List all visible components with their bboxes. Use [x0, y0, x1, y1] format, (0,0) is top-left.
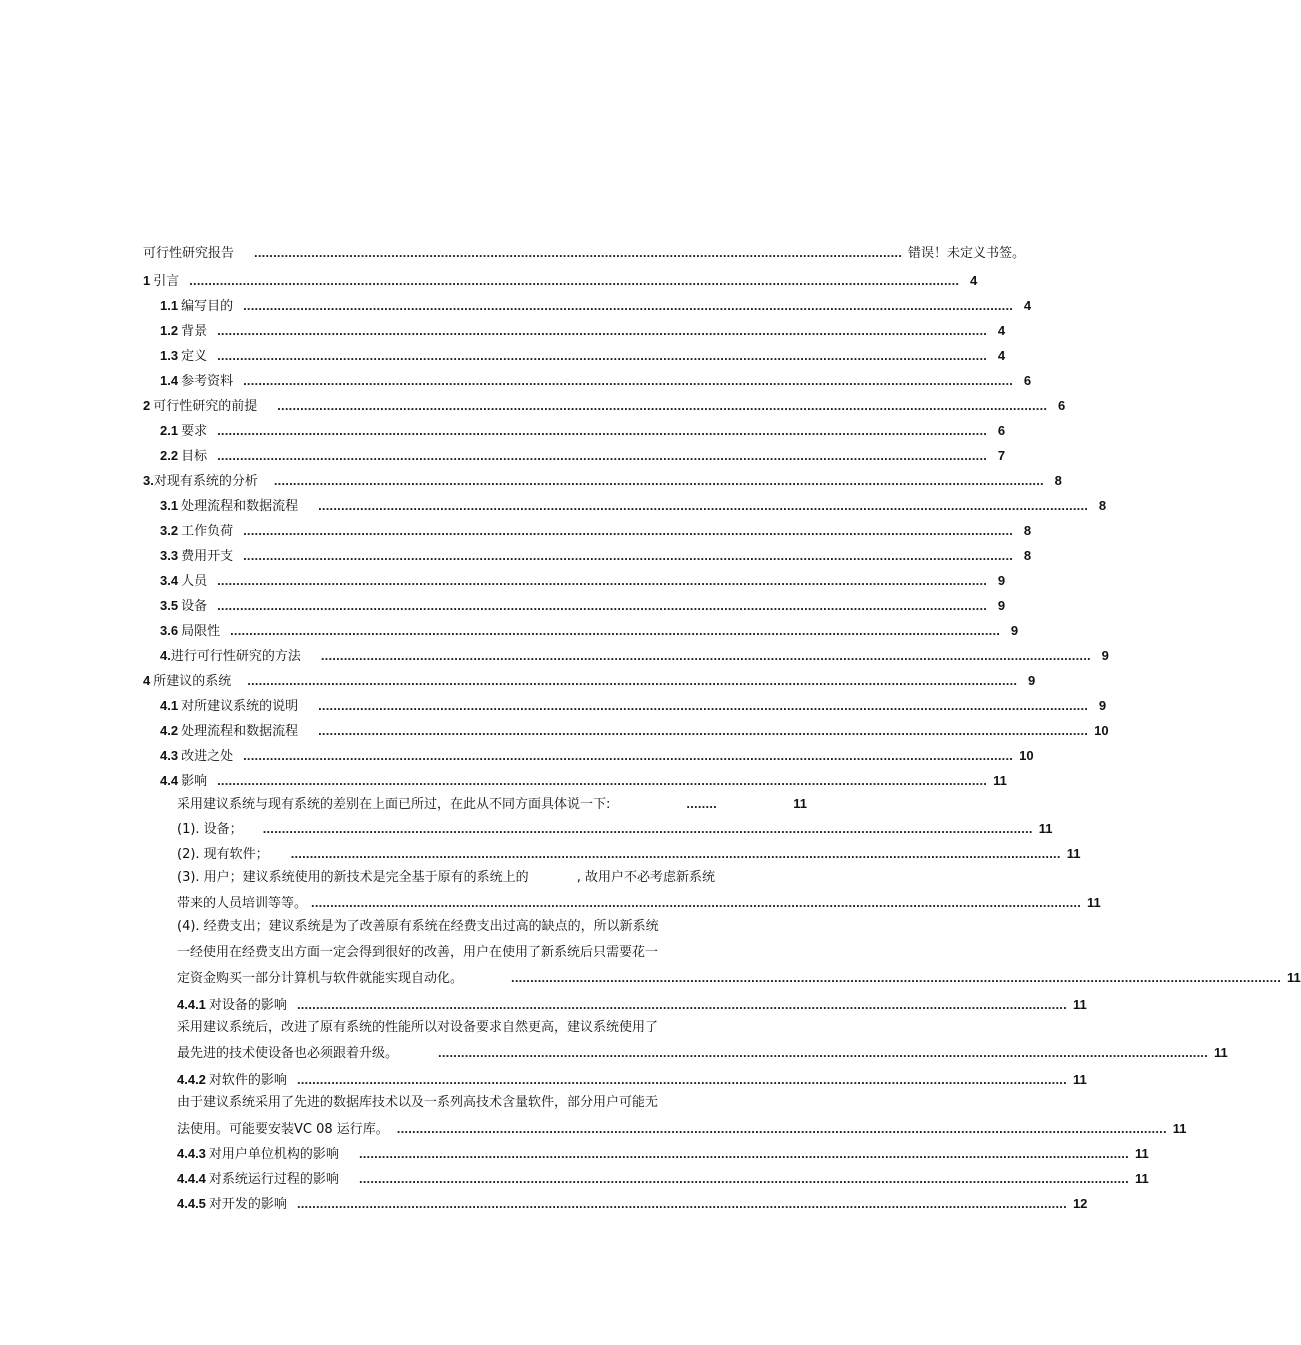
- toc-entry-text: 背景: [181, 324, 208, 339]
- toc-entry-page: 10: [1019, 748, 1034, 763]
- toc-entry-text: 对设备的影响: [208, 998, 287, 1013]
- paragraph-text: (3). 用户；建议系统使用的新技术是完全基于原有的系统上的: [177, 870, 529, 885]
- toc-entry-number: 4.2: [160, 723, 179, 738]
- toc-entry[interactable]: [160, 597, 1006, 616]
- dot-leader: ..........................................................................................................................................................................................................: [277, 398, 1048, 413]
- dot-leader: ..........................................................................................................................................................................................................: [262, 821, 1033, 836]
- toc-entry-number: 3.1: [160, 498, 179, 513]
- toc-entry-number: 3.2: [160, 523, 179, 538]
- toc-entry-text: 引言: [153, 274, 180, 289]
- toc-entry-text: 可行性研究报告: [143, 246, 235, 261]
- dot-leader: ..........................................................................................................................................................................................................: [243, 373, 1014, 388]
- toc-entry-text: 局限性: [181, 624, 221, 639]
- toc-entry-number: 1.2: [160, 323, 179, 338]
- toc-entry-text: 影响: [181, 774, 208, 789]
- toc-entry[interactable]: [160, 497, 1107, 516]
- toc-entry-number: 3.4: [160, 573, 179, 588]
- toc-entry-text: 带来的人员培训等等。: [177, 896, 308, 911]
- toc-entry[interactable]: [177, 845, 1081, 864]
- paragraph-line: 由于建议系统采用了先进的数据库技术以及一系列高技术含量软件，部分用户可能无: [177, 1095, 659, 1110]
- paragraph-line: (4). 经费支出；建议系统是为了改善原有系统在经费支出过高的缺点的，所以新系统: [177, 919, 659, 934]
- toc-entry-page: 12: [1072, 1196, 1088, 1211]
- toc-entry[interactable]: [160, 747, 1034, 766]
- toc-entry[interactable]: [160, 622, 1019, 641]
- toc-entry-page: 8: [1023, 548, 1032, 563]
- toc-entry-text: 定资金购买一部分计算机与软件就能实现自动化。: [177, 971, 464, 986]
- toc-entry[interactable]: [160, 297, 1032, 316]
- toc-entry[interactable]: [160, 322, 1006, 341]
- toc-entry-text: 人员: [181, 574, 208, 589]
- toc-entry-number: 4: [143, 673, 151, 688]
- toc-entry-number: 1.3: [160, 348, 179, 363]
- toc-entry-text: 要求: [181, 424, 208, 439]
- toc-entry-number: 1.1: [160, 298, 179, 313]
- toc-entry-text-extra: VC 08 运行库。: [294, 1122, 389, 1137]
- dot-leader: ..........................................................................................................................................................................................................: [296, 1196, 1067, 1211]
- dot-leader: ..........................................................................................................................................................................................................: [311, 895, 1082, 910]
- toc-entry-number: 4.4: [160, 773, 179, 788]
- toc-entry[interactable]: [160, 547, 1032, 566]
- dot-leader: ..........................................................................................................................................................................................................: [290, 846, 1061, 861]
- toc-entry-page: 4: [970, 273, 978, 288]
- paragraph-line: [177, 869, 715, 887]
- toc-entry-page: 11: [1038, 821, 1053, 836]
- toc-entry-text: 最先进的技术使设备也必须跟着升级。: [177, 1046, 399, 1061]
- toc-entry[interactable]: [143, 672, 1036, 691]
- toc-entry-page: 11: [1072, 997, 1087, 1012]
- toc-entry-number: 4.3: [160, 748, 179, 763]
- toc-entry-page: 8: [1098, 498, 1107, 513]
- dot-leader: ..........................................................................................................................................................................................................: [243, 548, 1014, 563]
- toc-entry-page: 9: [997, 573, 1006, 588]
- dot-leader: ..........................................................................................................................................................................................................: [273, 473, 1044, 488]
- toc-entry-page: 9: [1101, 648, 1109, 663]
- toc-entry-page: 4: [997, 348, 1006, 363]
- toc-entry-number: 1: [143, 273, 151, 288]
- toc-entry[interactable]: [177, 996, 1087, 1015]
- dot-leader: ..........................................................................................................................................................................................................: [296, 997, 1067, 1012]
- toc-entry-page: 9: [1010, 623, 1019, 638]
- toc-entry-page: 10: [1094, 723, 1109, 738]
- toc-entry[interactable]: [177, 1071, 1087, 1090]
- dot-leader: ..........................................................................................................................................................................................................: [217, 323, 988, 338]
- dot-leader: ..........................................................................................................................................................................................................: [217, 423, 988, 438]
- toc-entry-page: 11: [1134, 1146, 1149, 1161]
- toc-entry-page: 8: [1023, 523, 1032, 538]
- toc-entry[interactable]: [160, 372, 1032, 391]
- toc-entry-page: 6: [1058, 398, 1066, 413]
- toc-entry-page: 11: [1066, 846, 1081, 861]
- toc-entry[interactable]: [177, 969, 1301, 988]
- toc-entry-page: 11: [793, 796, 807, 811]
- dot-leader: ..........................................................................................................................................................................................................: [318, 723, 1089, 738]
- toc-entry-text: 处理流程和数据流程: [181, 724, 299, 739]
- toc-entry-text: 处理流程和数据流程: [181, 499, 299, 514]
- dot-leader: ..........................................................................................................................................................................................................: [438, 1045, 1209, 1060]
- toc-entry-number: 4.4.2: [177, 1072, 206, 1087]
- toc-entry-text: 改进之处: [181, 749, 234, 764]
- toc-entry[interactable]: [177, 1195, 1088, 1214]
- toc-entry-number: 3.3: [160, 548, 179, 563]
- toc-entry-text: 工作负荷: [181, 524, 234, 539]
- toc-entry-text: 所建议的系统: [153, 674, 232, 689]
- toc-entry-page: 9: [1028, 673, 1036, 688]
- toc-entry-number: 3.: [143, 473, 154, 488]
- toc-entry-text: 进行可行性研究的方法: [170, 649, 301, 664]
- toc-entry-text: 对所建议系统的说明: [181, 699, 299, 714]
- toc-entry[interactable]: [160, 572, 1006, 591]
- dot-leader: ..........................................................................................................................................................................................................: [243, 298, 1014, 313]
- toc-entry-text: 定义: [181, 349, 208, 364]
- dot-leader: ..........................................................................................................................................................................................................: [318, 498, 1089, 513]
- toc-entry-text: 对软件的影响: [208, 1073, 287, 1088]
- toc-entry-text: 可行性研究的前提: [153, 399, 258, 414]
- toc-entry-page: 11: [1087, 895, 1101, 910]
- dot-leader: ..........................................................................................................................................................................................................: [247, 673, 1018, 688]
- toc-entry[interactable]: [160, 697, 1107, 716]
- dot-leader: ..........................................................................................................................................................................................................: [358, 1171, 1129, 1186]
- toc-entry-number: 3.5: [160, 598, 179, 613]
- dot-leader: ..........................................................................................................................................................................................................: [243, 748, 1014, 763]
- dot-leader: ........: [686, 796, 717, 811]
- toc-entry-page: 6: [997, 423, 1006, 438]
- toc-entry[interactable]: [177, 1120, 1187, 1139]
- toc-entry-page: 4: [997, 323, 1006, 338]
- toc-entry-text: 对开发的影响: [208, 1197, 287, 1212]
- toc-entry-number: 4.4.5: [177, 1196, 206, 1211]
- toc-entry-text: 费用开支: [181, 549, 234, 564]
- dot-leader: ..........................................................................................................................................................................................................: [243, 523, 1014, 538]
- toc-entry-number: 2.2: [160, 448, 179, 463]
- toc-entry-number: 1.4: [160, 373, 179, 388]
- toc-entry-number: 4.4.3: [177, 1146, 206, 1161]
- toc-entry-page: 9: [997, 598, 1006, 613]
- dot-leader: ..........................................................................................................................................................................................................: [217, 348, 988, 363]
- toc-entry[interactable]: [143, 244, 1026, 263]
- dot-leader: ..........................................................................................................................................................................................................: [296, 1072, 1067, 1087]
- toc-entry-text: 对系统运行过程的影响: [208, 1172, 339, 1187]
- paragraph-line: 一经使用在经费支出方面一定会得到很好的改善，用户在使用了新系统后只需要花一: [177, 945, 659, 960]
- toc-entry-page: 错误！未定义书签。: [908, 246, 1026, 261]
- toc-entry-text: 编写目的: [181, 299, 234, 314]
- toc-entry-text: 设备: [181, 599, 208, 614]
- dot-leader: ..........................................................................................................................................................................................................: [358, 1146, 1129, 1161]
- toc-entry[interactable]: [160, 647, 1109, 666]
- toc-entry-number: 2.1: [160, 423, 179, 438]
- toc-entry-text: 法使用。可能要安装: [177, 1122, 295, 1137]
- dot-leader: ..........................................................................................................................................................................................................: [217, 773, 988, 788]
- toc-entry[interactable]: [177, 795, 807, 814]
- toc-entry-page: 11: [1134, 1171, 1149, 1186]
- dot-leader: ..........................................................................................................................................................................: [254, 245, 903, 260]
- toc-entry[interactable]: [143, 272, 978, 291]
- toc-entry-page: 8: [1054, 473, 1062, 488]
- toc-entry[interactable]: [177, 1170, 1149, 1189]
- paragraph-line: 采用建议系统后，改进了原有系统的性能所以对设备要求自然更高，建议系统使用了: [177, 1020, 659, 1035]
- toc-entry-page: 11: [1072, 1072, 1087, 1087]
- toc-entry[interactable]: [143, 397, 1066, 416]
- dot-leader: ..........................................................................................................................................................................................................: [320, 648, 1091, 663]
- toc-entry-page: 7: [997, 448, 1006, 463]
- toc-entry-page: 4: [1023, 298, 1032, 313]
- dot-leader: ..........................................................................................................................................................................................................: [511, 970, 1282, 985]
- toc-entry-number: 4.1: [160, 698, 179, 713]
- toc-entry[interactable]: [177, 894, 1101, 913]
- toc-entry-number: 4.: [160, 648, 171, 663]
- dot-leader: ..........................................................................................................................................................................................................: [189, 273, 960, 288]
- dot-leader: ..........................................................................................................................................................................................................: [217, 573, 988, 588]
- dot-leader: ..........................................................................................................................................................................................................: [217, 448, 988, 463]
- toc-entry-text: (1). 设备；: [177, 822, 243, 837]
- toc-entry-number: 4.4.1: [177, 997, 206, 1012]
- toc-entry-page: 11: [1214, 1045, 1228, 1060]
- dot-leader: ..........................................................................................................................................................................................................: [230, 623, 1001, 638]
- toc-entry-text: 采用建议系统与现有系统的差别在上面已所过，在此从不同方面具体说一下:: [177, 797, 611, 812]
- toc-entry-text: 目标: [181, 449, 208, 464]
- toc-entry-number: 4.4.4: [177, 1171, 206, 1186]
- toc-entry-page: 11: [1172, 1121, 1187, 1136]
- toc-entry-page: 11: [993, 773, 1007, 788]
- toc-entry[interactable]: [160, 347, 1006, 366]
- toc-entry-page: 11: [1287, 970, 1301, 985]
- dot-leader: ..........................................................................................................................................................................................................: [217, 598, 988, 613]
- toc-entry-page: 9: [1098, 698, 1107, 713]
- toc-entry-text: 参考资料: [181, 374, 234, 389]
- toc-entry[interactable]: [177, 820, 1053, 839]
- dot-leader: ..........................................................................................................................................................................................................: [318, 698, 1089, 713]
- toc-entry-text: (2). 现有软件；: [177, 847, 269, 862]
- toc-entry[interactable]: [177, 1145, 1149, 1164]
- toc-entry[interactable]: [160, 422, 1006, 441]
- toc-entry-text: 对用户单位机构的影响: [208, 1147, 339, 1162]
- dot-leader: ..........................................................................................................................................................................................................: [396, 1121, 1167, 1136]
- toc-entry[interactable]: [160, 447, 1006, 466]
- toc-entry-page: 6: [1023, 373, 1032, 388]
- paragraph-text: , 故用户不必考虑新系统: [576, 870, 715, 885]
- toc-entry[interactable]: [160, 772, 1007, 791]
- toc-entry[interactable]: [160, 722, 1109, 741]
- toc-entry-number: 2: [143, 398, 151, 413]
- toc-entry[interactable]: [143, 472, 1062, 491]
- toc-entry[interactable]: [160, 522, 1032, 541]
- toc-entry-text: 对现有系统的分析: [153, 474, 258, 489]
- toc-entry[interactable]: [177, 1044, 1228, 1063]
- toc-entry-number: 3.6: [160, 623, 179, 638]
